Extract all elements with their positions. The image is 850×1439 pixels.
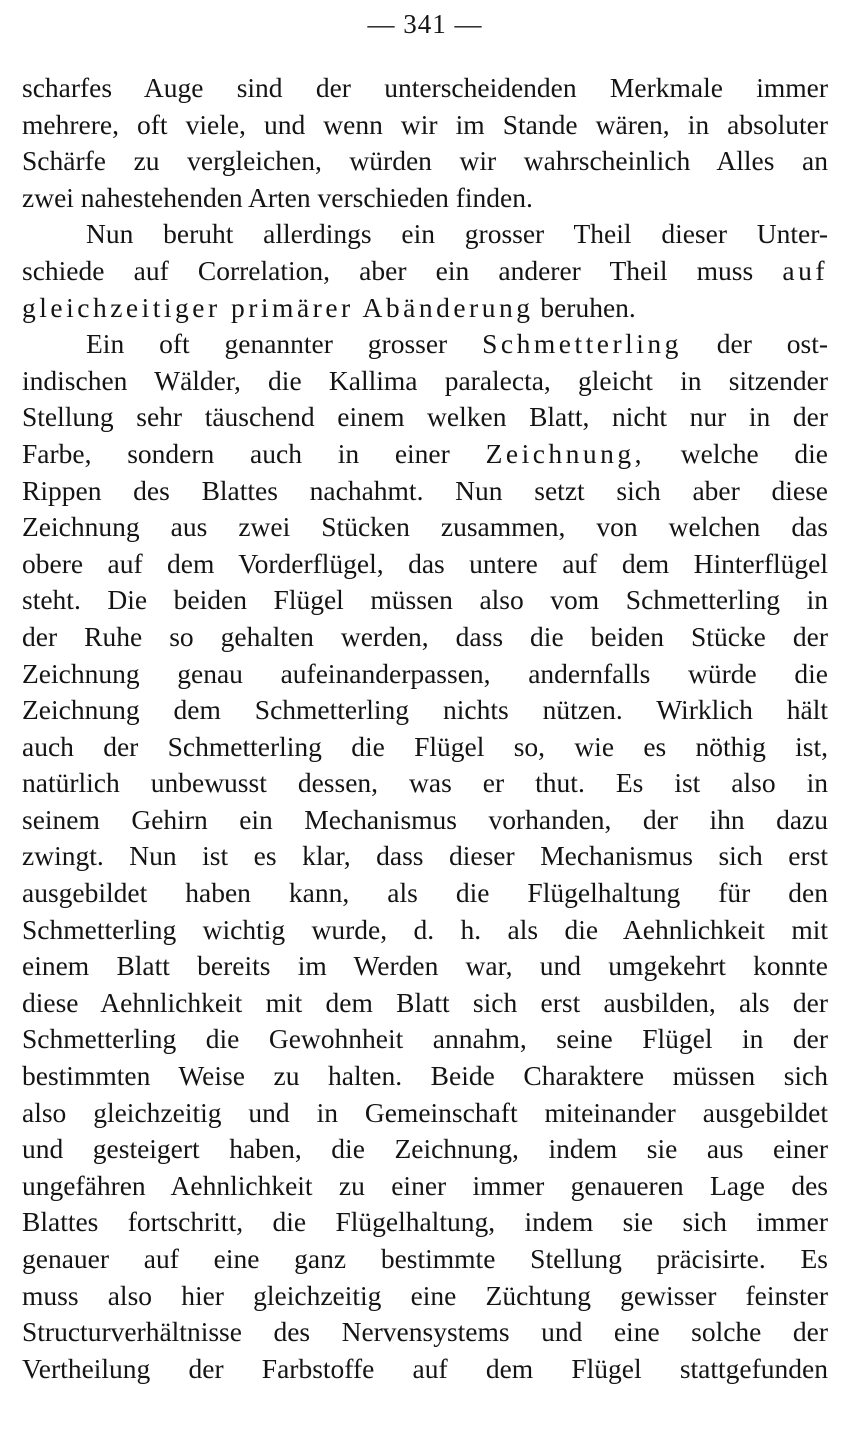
text-line: Rippen des Blattes nachahmt. Nun setzt sich aber diese: [22, 474, 828, 506]
text-line: natürlich unbewusst dessen, was er thut. Es ist also in: [22, 767, 828, 799]
text-line: steht. Die beiden Flügel müssen also vom Schmetterling in: [22, 584, 828, 616]
text-line: muss also hier gleichzeitig eine Züchtung gewisser feinster: [22, 1279, 828, 1311]
text-line: zwingt. Nun ist es klar, dass dieser Mechanismus sich erst: [22, 840, 828, 872]
emphasized-text: gleichzeitiger primärer Abänderung: [22, 291, 534, 323]
text-line: Blattes fortschritt, die Flügelhaltung, indem sie sich immer: [22, 1206, 828, 1238]
text-line: diese Aehnlichkeit mit dem Blatt sich erst ausbilden, als der: [22, 986, 828, 1018]
page-number: — 341 —: [367, 9, 483, 39]
text-line: zwei nahestehenden Arten verschieden finden.: [22, 181, 533, 213]
book-page: [22, 0, 828, 1439]
text-line: genauer auf eine ganz bestimmte Stellung präcisirte. Es: [22, 1243, 828, 1274]
text-line: obere auf dem Vorderflügel, das untere auf dem Hinterflügel: [22, 547, 828, 579]
text-line: Schärfe zu vergleichen, würden wir wahrscheinlich Alles an: [22, 145, 828, 177]
text-line: der Ruhe so gehalten werden, dass die beiden Stücke der: [22, 620, 828, 652]
text-line: und gesteigert haben, die Zeichnung, indem sie aus einer: [22, 1133, 828, 1165]
text-line: Schmetterling die Gewohnheit annahm, seine Flügel in der: [22, 1023, 828, 1055]
emphasized-text: Schmetterling: [482, 328, 682, 360]
paragraph-start-line: Nun beruht allerdings ein grosser Theil dieser Unter-: [86, 218, 828, 250]
text-line: ungefähren Aehnlichkeit zu einer immer genaueren Lage des: [22, 1169, 828, 1201]
text-line: Structurverhältnisse des Nervensystems und eine solche der: [22, 1316, 828, 1348]
text-line: ausgebildet haben kann, als die Flügelhaltung für den: [22, 877, 828, 909]
text-line: scharfes Auge sind der unterscheidenden Merkmale immer: [22, 72, 828, 103]
text-line: Zeichnung aus zwei Stücken zusammen, von welchen das: [22, 511, 828, 543]
text-line: indischen Wälder, die Kallima paralecta, gleicht in sitzender: [22, 364, 828, 396]
body-text: [22, 70, 828, 1387]
text-line: Zeichnung genau aufeinanderpassen, andernfalls würde die: [22, 657, 828, 689]
emphasized-text: Zeichnung,: [485, 437, 646, 469]
emphasized-text: auf: [782, 254, 828, 286]
text-line: Zeichnung dem Schmetterling nichts nützen. Wirklich hält: [22, 694, 828, 726]
text-line: Farbe, sondern auch in einer Zeichnung, welche die: [22, 437, 828, 469]
text-line: bestimmten Weise zu halten. Beide Charaktere müssen sich: [22, 1060, 828, 1092]
text-line: einem Blatt bereits im Werden war, und umgekehrt konnte: [22, 950, 828, 982]
paragraph-start-line: Ein oft genannter grosser Schmetterling der ost-: [86, 328, 828, 360]
text-line: Vertheilung der Farbstoffe auf dem Flügel stattgefunden: [22, 1352, 828, 1384]
text-line: seinem Gehirn ein Mechanismus vorhanden, der ihn dazu: [22, 803, 828, 835]
text-line: Stellung sehr täuschend einem welken Blatt, nicht nur in der: [22, 401, 828, 433]
text-line: auch der Schmetterling die Flügel so, wie es nöthig ist,: [22, 730, 828, 762]
text-line: mehrere, oft viele, und wenn wir im Stande wären, in absoluter: [22, 108, 828, 140]
text-line: gleichzeitiger primärer Abänderung beruhen.: [22, 291, 636, 323]
text-line: Schmetterling wichtig wurde, d. h. als die Aehnlichkeit mit: [22, 913, 828, 945]
text-line: schiede auf Correlation, aber ein anderer Theil muss auf: [22, 254, 828, 286]
text-line: also gleichzeitig und in Gemeinschaft miteinander ausgebildet: [22, 1096, 828, 1128]
